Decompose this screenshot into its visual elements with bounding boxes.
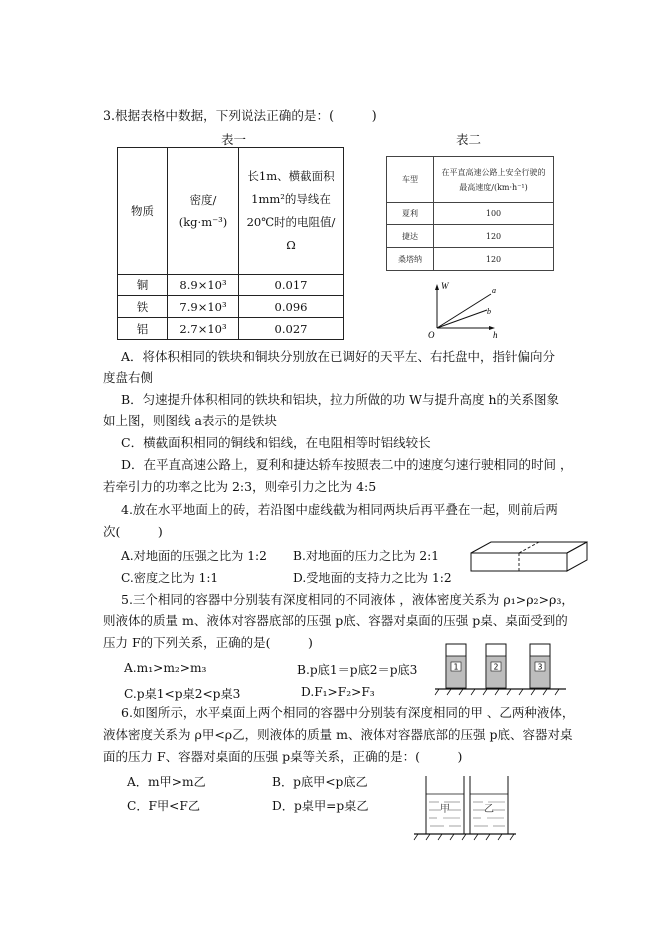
table-row: 铁 7.9×10³ 0.096 bbox=[118, 296, 344, 318]
table-row: 夏利 100 bbox=[387, 203, 554, 225]
q4-option-c: C.密度之比为 1:1 bbox=[121, 571, 219, 585]
q3-option-d-line2: 若牵引力的功率之比为 2:3，则牵引力之比为 4:5 bbox=[103, 479, 377, 494]
container-yi bbox=[470, 776, 508, 834]
q4-option-d: D.受地面的支持力之比为 1:2 bbox=[293, 571, 452, 585]
q3-option-d-line1: D．在平直高速公路上，夏利和捷达轿车按照表二中的速度匀速行驶相同的时间 ， bbox=[121, 457, 573, 472]
brick-figure bbox=[467, 540, 592, 575]
table-row: 捷达 120 bbox=[387, 225, 554, 248]
table2-header-speed: 在平直高速公路上安全行驶的最高速度/(km·h⁻¹) bbox=[434, 157, 554, 203]
q3-option-a-line2: 度盘右侧 bbox=[103, 370, 154, 385]
graph-label-b: b bbox=[487, 307, 491, 316]
q3-option-b-line2: 如上图，则图线 a表示的是铁块 bbox=[103, 413, 277, 428]
q6-option-b: B．p底甲<p底乙 bbox=[272, 775, 368, 789]
table1-header-density: 密度/ (kg·m⁻³) bbox=[168, 148, 239, 275]
container-2 bbox=[486, 644, 506, 688]
q5-stem-line2: 则液体的质量 m、液体对容器底部的压强 p底、容器对桌面的压强 p桌、桌面受到的 bbox=[103, 613, 568, 628]
two-containers-figure bbox=[410, 772, 520, 842]
q5-option-b: B.p底1＝p底2＝p底3 bbox=[297, 663, 418, 677]
graph-x-label: h bbox=[493, 330, 498, 340]
q3-option-b-line1: B．匀速提升体积相同的铁块和铝块，拉力所做的功 W与提升高度 h的关系图象 bbox=[121, 392, 560, 407]
table1 bbox=[117, 147, 344, 340]
graph-y-label: W bbox=[441, 281, 449, 291]
q5-stem-line1: 5.三个相同的容器中分别装有深度相同的不同液体 ，液体密度关系为 ρ₁>ρ₂>ρ₃， bbox=[121, 592, 574, 607]
q4-option-b: B.对地面的压力之比为 2:1 bbox=[293, 549, 440, 563]
q4-stem-line1: 4.放在水平地面上的砖，若沿图中虚线截为相同两块后再平叠在一起，则前后两 bbox=[121, 502, 558, 517]
svg-text:2: 2 bbox=[493, 662, 499, 672]
table-row: 铝 2.7×10³ 0.027 bbox=[118, 318, 344, 340]
table-row: 桑塔纳 120 bbox=[387, 248, 554, 271]
work-height-graph bbox=[425, 280, 505, 340]
container-jia bbox=[426, 776, 464, 834]
q3-option-c: C．横截面积相同的铜线和铝线，在电阻相等时铝线较长 bbox=[121, 435, 431, 450]
q3-stem: 3.根据表格中数据，下列说法正确的是：( ) bbox=[103, 108, 377, 123]
container-1 bbox=[446, 644, 466, 688]
svg-text:甲: 甲 bbox=[440, 804, 450, 815]
q6-stem-line2: 液体密度关系为 ρ甲<ρ乙，则液体的质量 m、液体对容器底部的压强 p底、容器对桌 bbox=[103, 727, 573, 742]
three-containers-figure bbox=[433, 638, 568, 698]
table-row: 铜 8.9×10³ 0.017 bbox=[118, 275, 344, 296]
q6-option-d: D．p桌甲=p桌乙 bbox=[272, 799, 369, 813]
container-3 bbox=[530, 644, 550, 688]
q6-option-c: C．F甲<F乙 bbox=[127, 799, 201, 813]
q5-option-d: D.F₁>F₂>F₃ bbox=[301, 685, 375, 699]
table1-header-resistance: 长1m、横截面积1mm²的导线在20℃时的电阻值/Ω bbox=[239, 148, 344, 275]
q6-option-a: A．m甲>m乙 bbox=[127, 775, 206, 789]
svg-text:1: 1 bbox=[453, 662, 459, 672]
q3-option-a-line1: A．将体积相同的铁块和铜块分别放在已调好的天平左、右托盘中，指针偏向分 bbox=[121, 349, 556, 364]
q4-option-a: A.对地面的压强之比为 1:2 bbox=[121, 549, 267, 563]
graph-origin: O bbox=[428, 330, 435, 340]
table2-header-car: 车型 bbox=[387, 157, 434, 203]
q4-stem-line2: 次( ) bbox=[103, 524, 163, 539]
svg-text:3: 3 bbox=[537, 662, 543, 672]
table1-header-material: 物质 bbox=[118, 148, 168, 275]
q5-stem-line3: 压力 F的下列关系，正确的是( ) bbox=[103, 635, 313, 650]
svg-text:乙: 乙 bbox=[484, 804, 494, 815]
q5-option-a: A.m₁>m₂>m₃ bbox=[124, 661, 207, 675]
table2-title: 表二 bbox=[456, 132, 482, 147]
table2 bbox=[386, 156, 554, 271]
graph-label-a: a bbox=[492, 286, 496, 295]
q6-stem-line1: 6.如图所示，水平桌面上两个相同的容器中分别装有深度相同的甲 、乙两种液体， bbox=[121, 705, 575, 720]
q5-option-c: C.p桌1<p桌2<p桌3 bbox=[124, 687, 241, 701]
q6-stem-line3: 面的压力 F、容器对桌面的压强 p桌等关系，正确的是：( ) bbox=[103, 749, 463, 764]
table1-title: 表一 bbox=[221, 132, 247, 147]
